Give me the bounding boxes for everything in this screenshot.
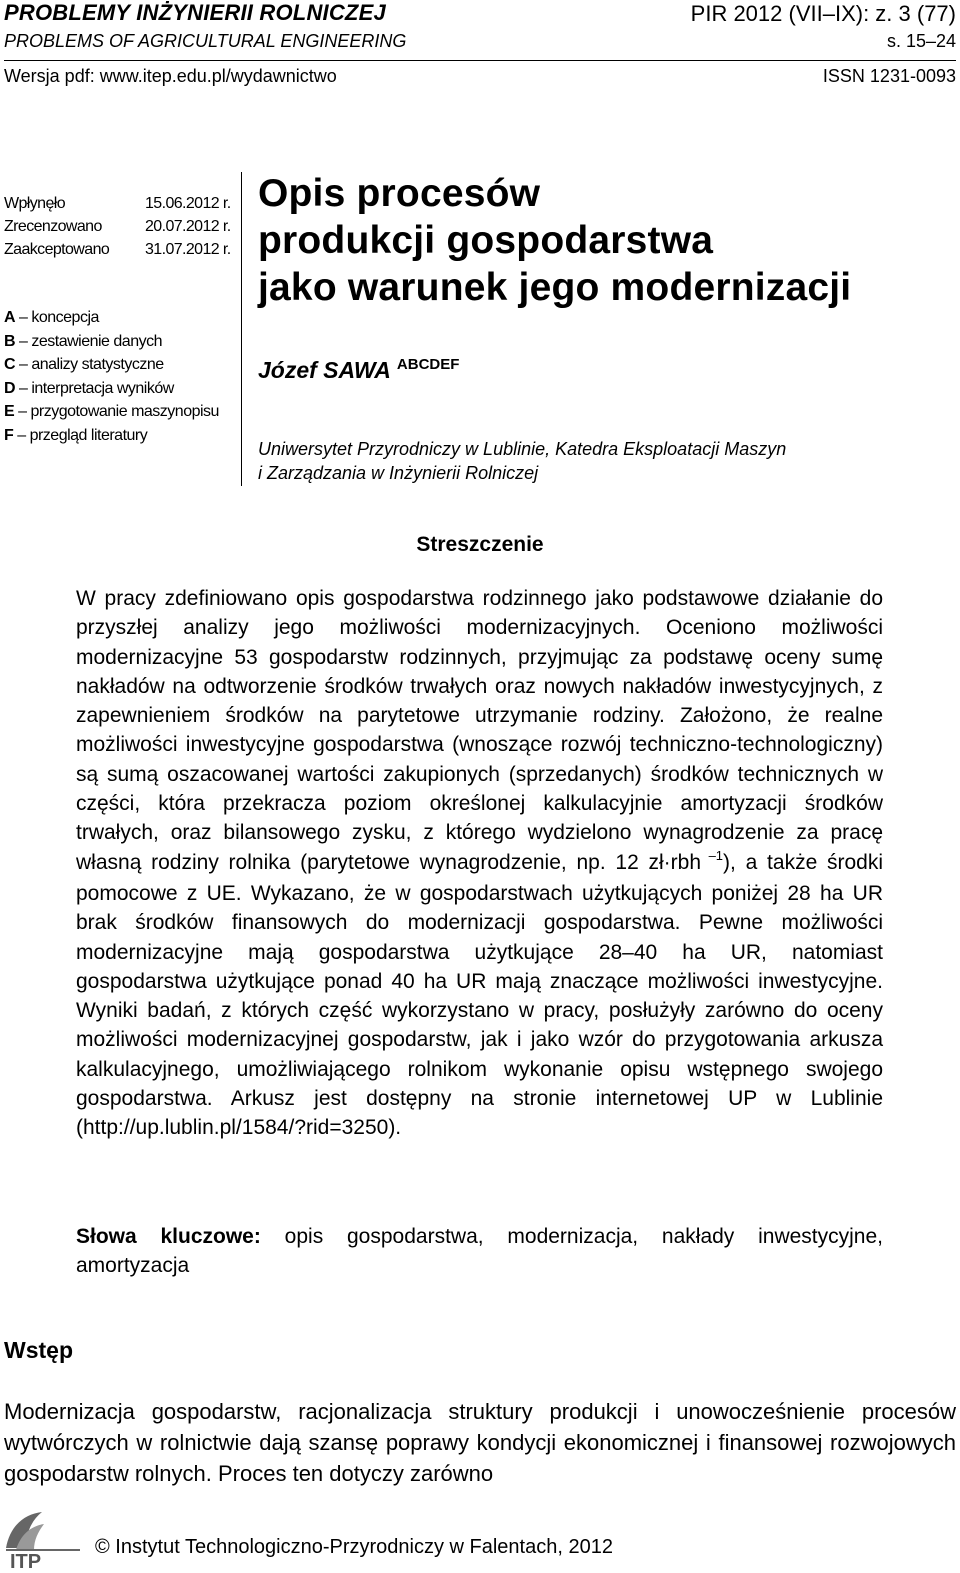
contribution-item: [4, 306, 219, 330]
contribution-letter: D: [4, 379, 16, 397]
date-label: Wpłynęło: [4, 195, 66, 212]
contribution-legend: [4, 306, 219, 447]
date-row: [4, 192, 231, 215]
journal-title-en: PROBLEMS OF AGRICULTURAL ENGINEERING: [4, 31, 407, 51]
date-label: Zrecenzowano: [4, 218, 102, 235]
contribution-letter: B: [4, 332, 16, 350]
abstract-part: W pracy zdefiniowano opis gospodarstwa rodzinnego jako podstawowe działanie do przyszłej analizy jego możliwości modernizacyjnych. Oceniono możliwości modernizacyjne 53 gospodarstw rodzinnych, przyjmując za podstawę oceny sumę nakładów na odtworzenie środków trwałych oraz nowych nakładów inwestycyjnych, z zapewnieniem środków na parytetowe utrzymanie rodziny. Założono, że realne możliwości inwestycyjne gospodarstwa (wnoszące rozwój techniczno-technologiczny) są sumą oszacowanej wartości zakupionych (sprzedanych) środków technicznych w części, która przekracza poziom określonej kalkulacyjnie amortyzacji środków trwałych, oraz bilansowego zysku, z którego wydzielono wynagrodzenie za pracę własną rodziny rolnika (parytetowe wynagrodzenie, np. 12 zł·rbh: [76, 587, 883, 874]
contribution-text: – koncepcja: [15, 309, 99, 326]
contribution-letter: C: [4, 356, 16, 373]
keywords: [76, 1222, 883, 1281]
contribution-text: – zestawienie danych: [15, 332, 162, 350]
contribution-item: [4, 424, 219, 448]
issue-info: PIR 2012 (VII–IX): z. 3 (77): [690, 1, 956, 26]
contribution-item: [4, 353, 219, 377]
abstract-text: [76, 584, 883, 1143]
contribution-letter: E: [4, 403, 15, 420]
affiliation-line: Uniwersytet Przyrodniczy w Lublinie, Katedra Eksploatacji Maszyn: [258, 439, 787, 459]
abstract-heading: Streszczenie: [416, 533, 544, 556]
author: [258, 357, 459, 384]
contribution-item: [4, 400, 219, 424]
section-heading-intro: Wstęp: [4, 1337, 73, 1363]
keywords-label: Słowa kluczowe:: [76, 1225, 261, 1248]
contribution-text: – interpretacja wyników: [15, 379, 174, 397]
affiliation: [258, 437, 786, 485]
date-row: [4, 215, 231, 238]
date-value: 20.07.2012 r.: [145, 218, 231, 235]
date-row: [4, 238, 231, 261]
date-value: 15.06.2012 r.: [145, 195, 231, 212]
contribution-text: – przygotowanie maszynopisu: [14, 403, 219, 420]
title-line: produkcji gospodarstwa: [258, 219, 714, 262]
title-line: Opis procesów: [258, 172, 541, 215]
date-label: Zaakceptowano: [4, 241, 110, 258]
contribution-item: [4, 330, 219, 354]
journal-title-pl: PROBLEMY INŻYNIERII ROLNICZEJ: [4, 0, 386, 25]
contribution-text: – analizy statystyczne: [15, 356, 164, 373]
copyright: © Instytut Technologiczno-Przyrodniczy w Falentach, 2012: [95, 1536, 613, 1558]
contribution-letter: A: [4, 309, 16, 326]
logo-text: ITP: [10, 1551, 42, 1568]
issn: ISSN 1231-0093: [822, 66, 956, 86]
abstract-exponent: –1: [701, 847, 724, 863]
pdf-version-link[interactable]: Wersja pdf: www.itep.edu.pl/wydawnictwo: [4, 66, 337, 86]
contribution-item: [4, 377, 219, 401]
itp-logo: [2, 1508, 84, 1573]
date-value: 31.07.2012 r.: [145, 241, 231, 258]
contribution-text: – przegląd literatury: [13, 426, 148, 444]
vertical-divider: [241, 172, 242, 486]
title-line: jako warunek jego modernizacji: [258, 266, 852, 309]
abstract-part: ), a także środki pomocowe z UE. Wykazano, że w gospodarstwach użytkujących poniżej 28 ha UR brak środków finansowych do modernizacji gospodarstwa. Pewne możliwości modernizacyjne mają gospodarstwa użytkujące 28–40 ha UR, natomiast gospodarstwa użytkujące ponad 40 ha UR mają znaczące możliwości inwestycyjne. Wyniki badań, z których część wykorzystano w pracy, posłużyły zarówno do oceny możliwości modernizacyjnej gospodarstw, jak i jako wzór do przygotowania arkusza kalkulacyjnego, umożliwiającego rolnikom wykonanie opisu wstępnego swojego gospodarstwa. Arkusz jest dostępny na stronie internetowej UP w Lublinie (http://up.lublin.pl/1584/?rid=3250).: [76, 850, 884, 1140]
author-roles: ABCDEF: [396, 356, 460, 373]
intro-paragraph: Modernizacja gospodarstw, racjonalizacja struktury produkcji i unowocześnienie procesów wytwórczych w rolnictwie dają szansę poprawy kondycji ekonomicznej i finansowej rozwojowych gospodarstw rolnych. Proces ten dotyczy zarówno: [4, 1399, 956, 1486]
page-range: s. 15–24: [886, 31, 956, 51]
header-rule: [4, 60, 956, 61]
affiliation-line: i Zarządzania w Inżynierii Rolniczej: [258, 463, 539, 483]
contribution-letter: F: [4, 426, 14, 444]
keywords-text: opis gospodarstwa, modernizacja, nakłady inwestycyjne, amortyzacja: [76, 1225, 883, 1278]
article-title: [258, 170, 851, 311]
author-name: Józef SAWA: [258, 357, 391, 383]
submission-dates: [4, 192, 231, 261]
